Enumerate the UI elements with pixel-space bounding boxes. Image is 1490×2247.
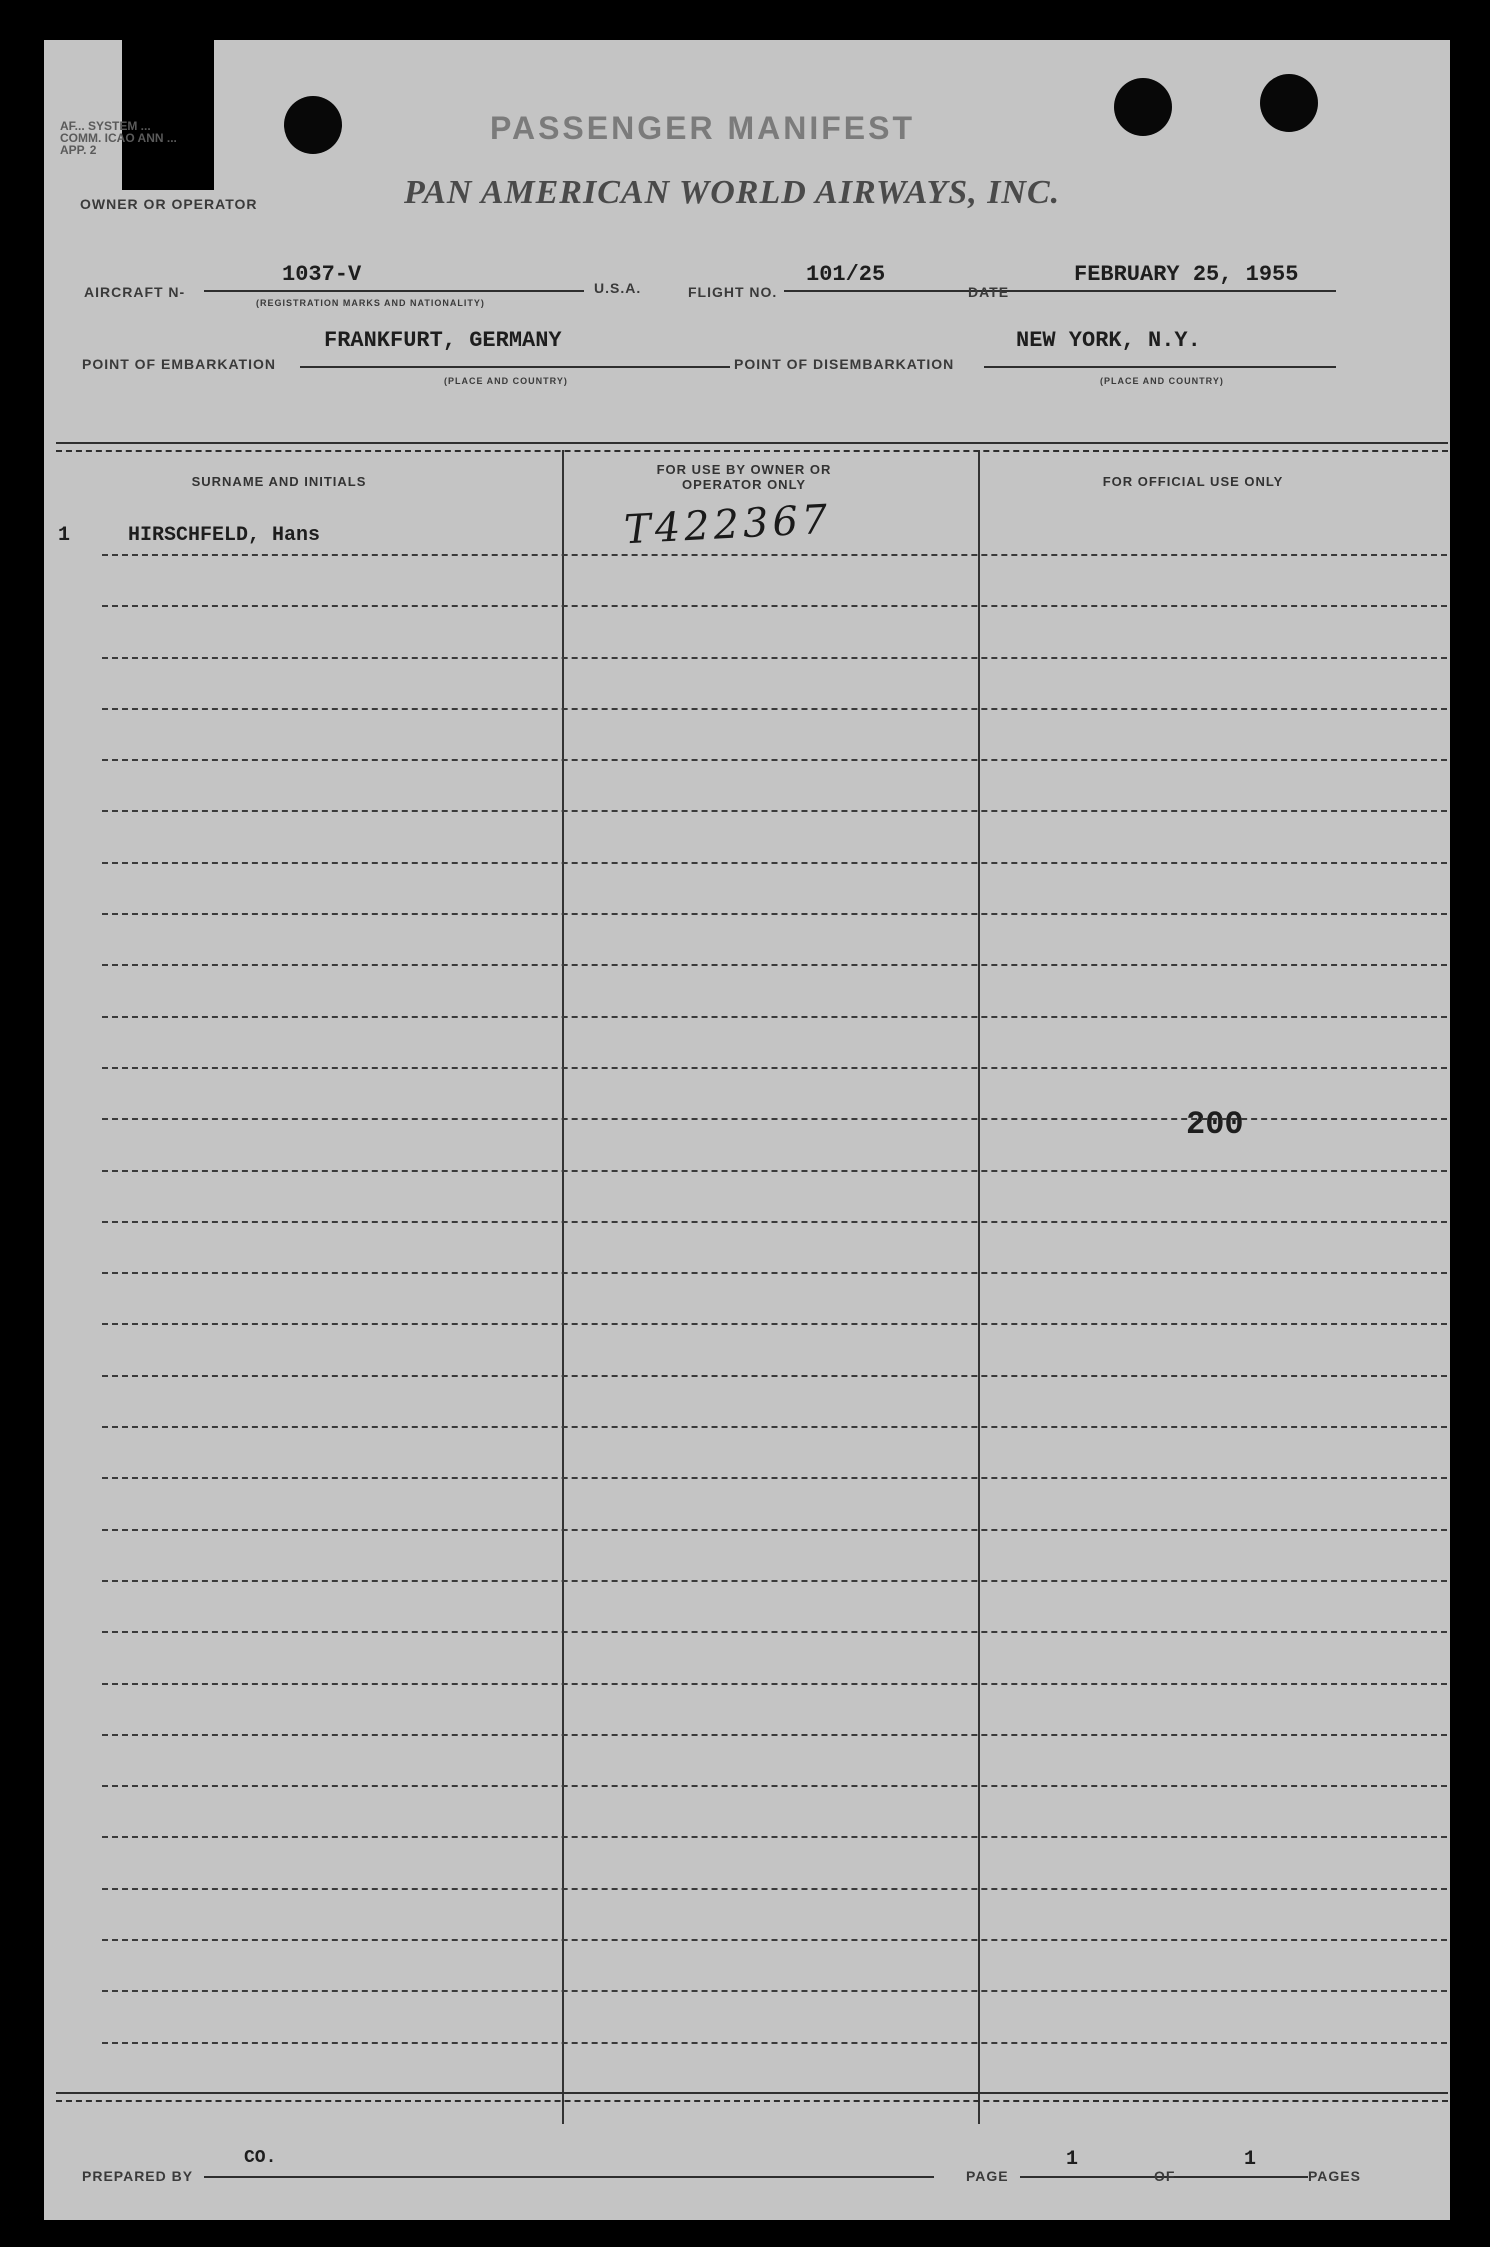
owner-name: PAN AMERICAN WORLD AIRWAYS, INC. [404, 174, 1061, 211]
punch-hole [284, 96, 342, 154]
form-identifier: AF... SYSTEM ... COMM. ICAO ANN ... APP. 2 [60, 119, 177, 157]
punch-hole [1260, 74, 1318, 132]
table-row [102, 810, 1447, 812]
form-title: PASSENGER MANIFEST [490, 110, 915, 146]
aircraft-value: 1037-V [282, 262, 362, 287]
of-label: OF [1154, 2168, 1176, 2184]
table-row [102, 1888, 1447, 1890]
table-row [102, 1016, 1447, 1018]
table-row [102, 759, 1447, 761]
registration-note: (REGISTRATION MARKS AND NATIONALITY) [256, 298, 485, 308]
owner-label: OWNER OR OPERATOR [80, 196, 258, 212]
column-header-name: SURNAME AND INITIALS [191, 474, 367, 489]
table-row [102, 964, 1447, 966]
table-row [102, 657, 1447, 659]
date-value: FEBRUARY 25, 1955 [1074, 262, 1299, 287]
table-row [102, 1426, 1447, 1428]
table-row [102, 1529, 1447, 1531]
table-row [102, 1375, 1447, 1377]
aircraft-label: AIRCRAFT N- [84, 284, 186, 300]
table-row [102, 913, 1447, 915]
column-header-operator: FOR USE BY OWNER OR OPERATOR ONLY [656, 462, 832, 492]
pages-label: PAGES [1308, 2168, 1361, 2184]
operator-handwritten-note: T422367 [622, 496, 833, 554]
embarkation-place-note: (PLACE AND COUNTRY) [444, 376, 568, 386]
torn-corner [122, 40, 214, 190]
official-stamp-number: 200 [1186, 1106, 1244, 1143]
passenger-name: HIRSCHFELD, Hans [128, 524, 321, 547]
table-row [102, 1631, 1447, 1633]
disembarkation-value: NEW YORK, N.Y. [1016, 328, 1201, 353]
table-row [102, 1785, 1447, 1787]
table-row [102, 1939, 1447, 1941]
table-row [102, 1836, 1447, 1838]
page-number: 1 [1066, 2148, 1079, 2171]
table-row [102, 862, 1447, 864]
date-label: DATE [968, 284, 1010, 300]
page-label: PAGE [966, 2168, 1009, 2184]
punch-hole [1114, 78, 1172, 136]
table-row [102, 1272, 1447, 1274]
embarkation-label: POINT OF EMBARKATION [82, 356, 276, 372]
prepared-by-value: CO. [244, 2148, 277, 2168]
table-row [102, 1323, 1447, 1325]
embarkation-value: FRANKFURT, GERMANY [324, 328, 562, 353]
table-row [102, 1118, 1447, 1120]
table-row [102, 1221, 1447, 1223]
table-row [102, 1067, 1447, 1069]
flight-no-value: 101/25 [806, 262, 886, 287]
row-number: 1 [58, 524, 71, 547]
table-row [102, 1170, 1447, 1172]
table-row [102, 1580, 1447, 1582]
table-row [102, 1477, 1447, 1479]
flight-no-label: FLIGHT NO. [688, 284, 778, 300]
table-row [102, 2042, 1447, 2044]
table-row [102, 1990, 1447, 1992]
table-row [102, 1683, 1447, 1685]
disembarkation-place-note: (PLACE AND COUNTRY) [1100, 376, 1224, 386]
table-row [102, 554, 1447, 556]
column-header-official: FOR OFFICIAL USE ONLY [1102, 474, 1284, 489]
table-row [102, 708, 1447, 710]
manifest-sheet [44, 40, 1450, 2220]
nationality: U.S.A. [594, 280, 642, 296]
table-row [102, 605, 1447, 607]
disembarkation-label: POINT OF DISEMBARKATION [734, 356, 955, 372]
table-row [102, 1734, 1447, 1736]
total-pages: 1 [1244, 2148, 1257, 2171]
prepared-by-label: PREPARED BY [82, 2168, 194, 2184]
